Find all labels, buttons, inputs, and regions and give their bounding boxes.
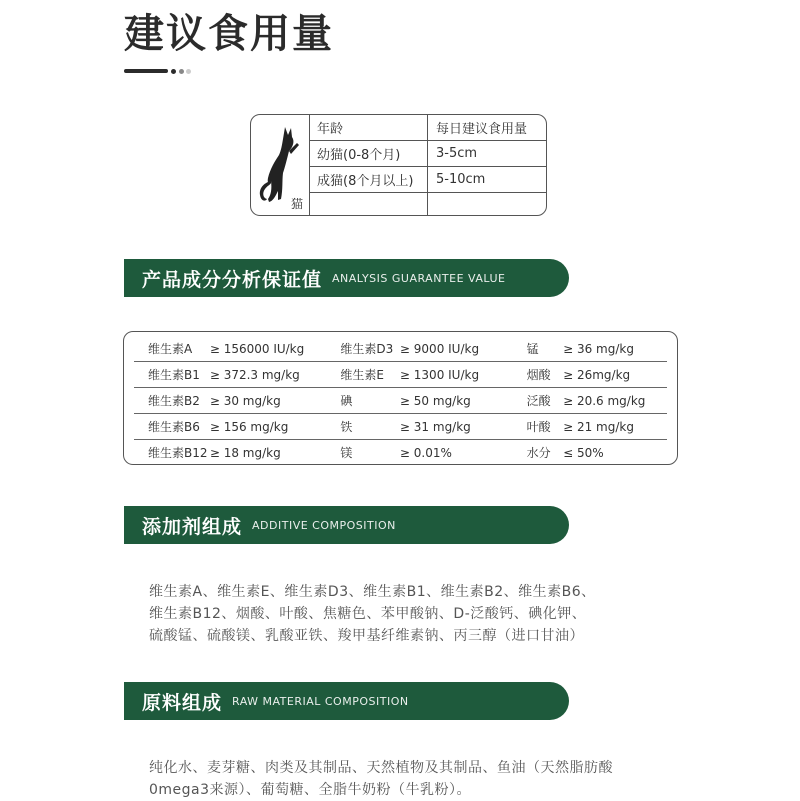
nutrient-value: ≥ 1300 IU/kg: [398, 362, 513, 388]
analysis-table: [123, 331, 678, 465]
nutrient-value: ≥ 156000 IU/kg: [208, 336, 327, 362]
raw-subtitle: RAW MATERIAL COMPOSITION: [232, 694, 409, 708]
table-cell: 3-5cm: [428, 141, 547, 167]
page-title: 建议食用量: [124, 11, 334, 57]
nutrient-name: 维生素B12: [148, 446, 208, 460]
table-cell: 成猫(8个月以上): [309, 167, 428, 193]
table-row: [309, 115, 546, 141]
nutrient-value: ≥ 21 mg/kg: [561, 414, 667, 440]
additive-banner: [124, 506, 569, 544]
additive-line: 维生素A、维生素E、维生素D3、维生素B1、维生素B2、维生素B6、: [149, 584, 596, 600]
header-age: 年龄: [309, 115, 428, 141]
nutrient-name: 铁: [326, 414, 398, 440]
table-row: [309, 167, 546, 193]
nutrient-name: 维生素E: [326, 362, 398, 388]
feeding-grid: [309, 115, 546, 216]
table-cell: 5-10cm: [428, 167, 547, 193]
header-amount: 每日建议食用量: [428, 115, 547, 141]
table-row: [134, 336, 667, 362]
additive-title: 添加剂组成: [142, 515, 243, 538]
additive-line: 维生素B12、烟酸、叶酸、焦糖色、苯甲酸钠、D-泛酸钙、碘化钾、: [149, 606, 587, 622]
table-row: [134, 414, 667, 440]
analysis-subtitle: ANALYSIS GUARANTEE VALUE: [332, 271, 506, 285]
additive-text: [149, 581, 596, 647]
raw-text: [149, 757, 613, 801]
table-row: [134, 388, 667, 414]
nutrient-name: 维生素B1: [134, 362, 208, 388]
nutrient-value: ≥ 9000 IU/kg: [398, 336, 513, 362]
table-row: [309, 141, 546, 167]
nutrient-value: ≥ 30 mg/kg: [208, 388, 327, 414]
table-row: [134, 440, 667, 466]
nutrient-value: ≥ 372.3 mg/kg: [208, 362, 327, 388]
raw-line: 纯化水、麦芽糖、肉类及其制品、天然植物及其制品、鱼油（天然脂肪酸: [149, 760, 613, 776]
nutrient-value: ≥ 18 mg/kg: [209, 445, 281, 460]
nutrient-name: 锰: [513, 336, 562, 362]
analysis-banner: [124, 259, 569, 297]
table-cell: [428, 193, 547, 217]
nutrient-value: ≥ 36 mg/kg: [561, 336, 667, 362]
nutrient-value: ≥ 26mg/kg: [561, 362, 667, 388]
cat-cell: [251, 115, 310, 215]
nutrient-value: ≥ 156 mg/kg: [208, 414, 327, 440]
nutrient-name: 碘: [326, 388, 398, 414]
feeding-table: [250, 114, 547, 216]
nutrient-name: 泛酸: [513, 388, 562, 414]
nutrient-value: ≤ 50%: [563, 445, 604, 460]
analysis-grid: [134, 336, 667, 465]
additive-line: 硫酸锰、硫酸镁、乳酸亚铁、羧甲基纤维素钠、丙三醇（进口甘油）: [149, 628, 584, 644]
analysis-title: 产品成分分析保证值: [142, 268, 323, 291]
nutrient-name: 镁: [340, 446, 353, 460]
additive-subtitle: ADDITIVE COMPOSITION: [252, 518, 396, 532]
table-row: [309, 193, 546, 217]
raw-banner: [124, 682, 569, 720]
nutrient-value: ≥ 20.6 mg/kg: [561, 388, 667, 414]
nutrient-name: 叶酸: [513, 414, 562, 440]
nutrient-name: 烟酸: [513, 362, 562, 388]
nutrient-name: 维生素A: [134, 336, 208, 362]
nutrient-name: 维生素B2: [134, 388, 208, 414]
table-row: [134, 362, 667, 388]
raw-line: 0mega3来源）、葡萄糖、全脂牛奶粉（牛乳粉）。: [149, 782, 472, 798]
table-cell: [309, 193, 428, 217]
table-cell: 幼猫(0-8个月): [309, 141, 428, 167]
nutrient-name: 维生素B6: [134, 414, 208, 440]
nutrient-name: 水分: [526, 446, 551, 460]
nutrient-value: ≥ 31 mg/kg: [398, 414, 513, 440]
nutrient-value: ≥ 0.01%: [399, 445, 452, 460]
cat-label: 猫: [291, 197, 304, 211]
raw-title: 原料组成: [142, 691, 223, 714]
nutrient-value: ≥ 50 mg/kg: [398, 388, 513, 414]
nutrient-name: 维生素D3: [326, 336, 398, 362]
